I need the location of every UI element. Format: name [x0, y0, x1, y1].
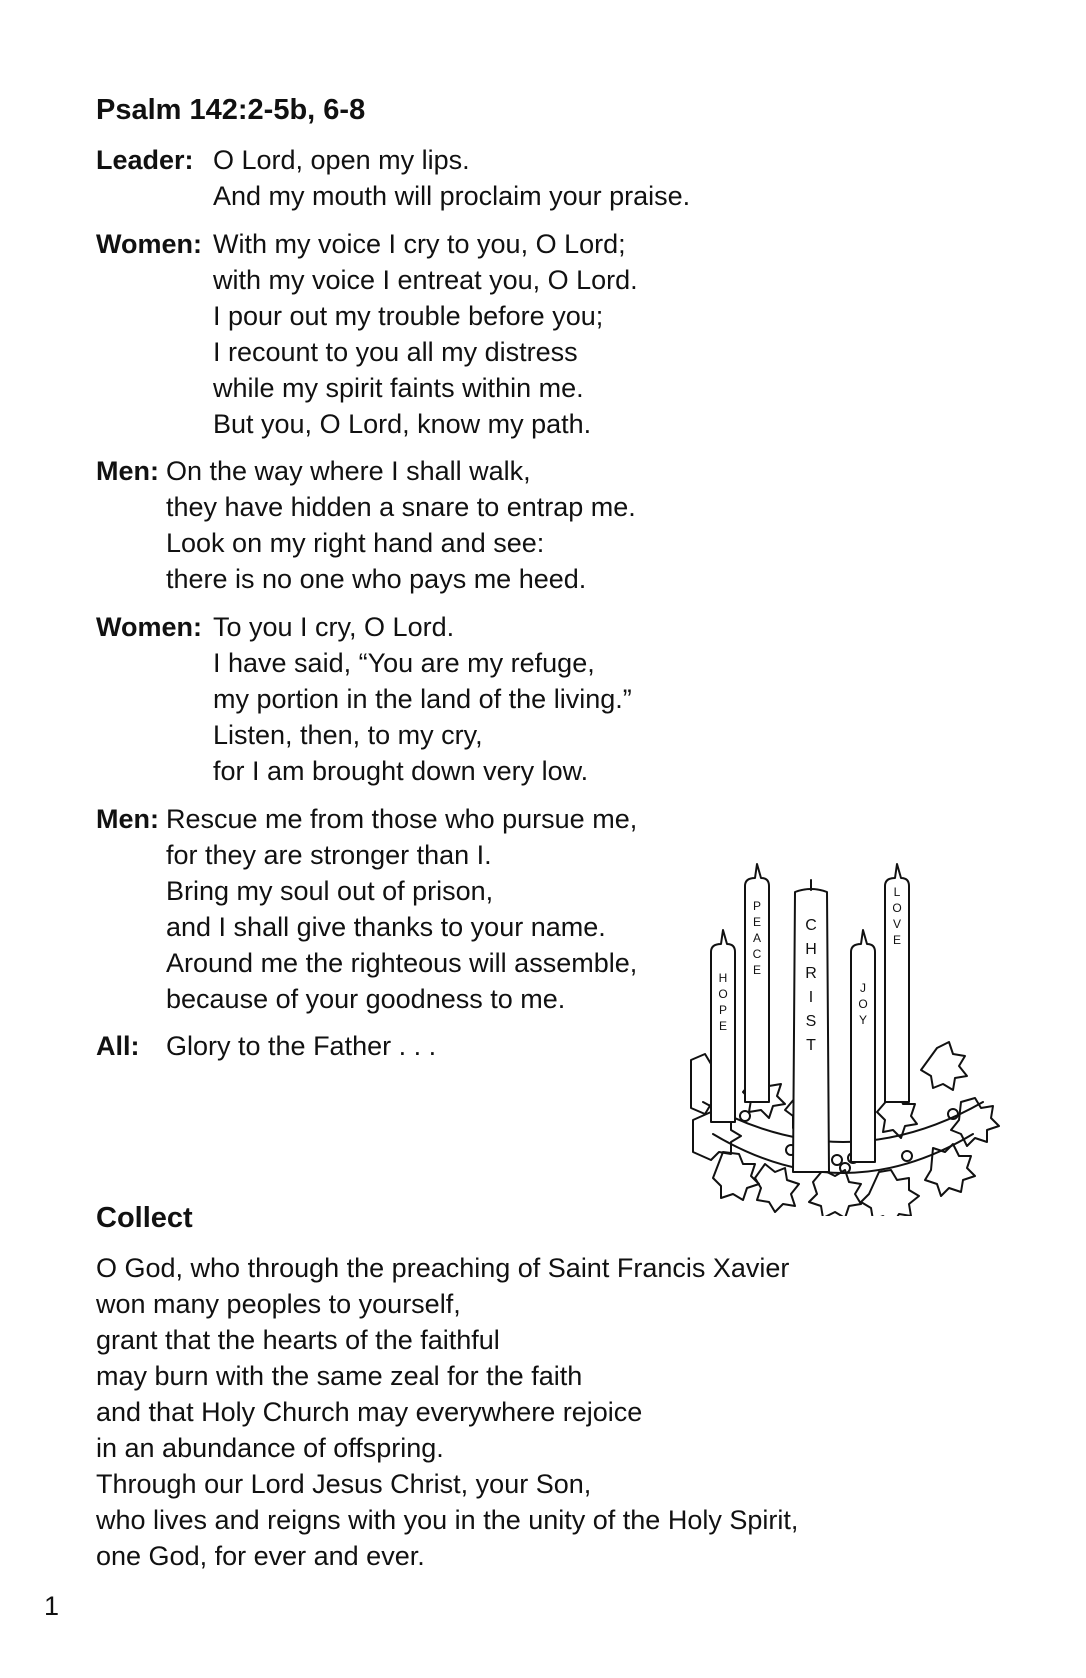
- collect-line: won many peoples to yourself,: [96, 1289, 461, 1319]
- candle-letter: A: [752, 931, 762, 945]
- advent-wreath-illustration: [683, 852, 1003, 1216]
- holly-berry: [740, 1111, 750, 1121]
- psalm-line: because of your goodness to me.: [166, 984, 566, 1014]
- holly-leaf: [809, 1170, 861, 1216]
- psalm-line: there is no one who pays me heed.: [166, 564, 587, 594]
- psalm-title: Psalm 142:2-5b, 6-8: [96, 94, 366, 126]
- speaker-label: Men:: [96, 456, 159, 486]
- candle-letter: S: [805, 1013, 817, 1030]
- psalm-line: I pour out my trouble before you;: [213, 301, 604, 331]
- candle-letter: H: [718, 971, 728, 985]
- candle-letter: I: [808, 989, 814, 1006]
- psalm-line: my portion in the land of the living.”: [213, 684, 632, 714]
- candle-letter: J: [860, 981, 866, 995]
- psalm-line: Around me the righteous will assemble,: [166, 948, 638, 978]
- psalm-line: Glory to the Father . . .: [166, 1031, 437, 1061]
- wreath-ring: [713, 1134, 973, 1173]
- candle-letter: E: [892, 933, 902, 947]
- psalm-line: for I am brought down very low.: [213, 756, 589, 786]
- candle-letter: E: [752, 915, 762, 929]
- candle-letter: O: [892, 901, 902, 915]
- collect-line: grant that the hearts of the faithful: [96, 1325, 500, 1355]
- candle-letter: P: [752, 899, 762, 913]
- speaker-label: Men:: [96, 804, 159, 834]
- collect-line: may burn with the same zeal for the faith: [96, 1361, 583, 1391]
- stanza-women: [96, 609, 632, 789]
- candle-joy: [851, 930, 875, 1162]
- holly-leaf: [925, 1144, 975, 1196]
- candle-letter: P: [718, 1003, 728, 1017]
- psalm-line: I recount to you all my distress: [213, 337, 578, 367]
- collect-title: Collect: [96, 1202, 193, 1234]
- candle-love: [885, 864, 909, 1102]
- psalm-line: Rescue me from those who pursue me,: [166, 804, 638, 834]
- psalm-line: they have hidden a snare to entrap me.: [166, 492, 636, 522]
- psalm-line: To you I cry, O Lord.: [213, 612, 455, 642]
- collect-text: [96, 1250, 798, 1574]
- holly-berry: [832, 1155, 842, 1165]
- stanza-women: [96, 226, 638, 442]
- candle-letter: C: [752, 947, 762, 961]
- page-number: 1: [44, 1591, 60, 1621]
- candle-letter: O: [858, 997, 868, 1011]
- stanza-men: [96, 801, 637, 1017]
- candle-letter: H: [805, 941, 817, 958]
- speaker-label: Leader:: [96, 145, 194, 175]
- holly-leaf: [951, 1098, 999, 1146]
- psalm-line: With my voice I cry to you, O Lord;: [213, 229, 626, 259]
- psalm-line: Listen, then, to my cry,: [213, 720, 483, 750]
- psalm-line: O Lord, open my lips.: [213, 145, 470, 175]
- candle-letter: V: [892, 917, 902, 931]
- psalm-line: And my mouth will proclaim your praise.: [213, 181, 691, 211]
- collect-line: in an abundance of offspring.: [96, 1433, 444, 1463]
- collect-line: Through our Lord Jesus Christ, your Son,: [96, 1469, 592, 1499]
- speaker-label: Women:: [96, 229, 202, 259]
- candle-letter: O: [718, 987, 728, 1001]
- holly-leaf: [921, 1042, 967, 1090]
- psalm-line: while my spirit faints within me.: [213, 373, 584, 403]
- candle-letter: E: [718, 1019, 728, 1033]
- psalm-line: for they are stronger than I.: [166, 840, 492, 870]
- collect-line: one God, for ever and ever.: [96, 1541, 425, 1571]
- psalm-line: and I shall give thanks to your name.: [166, 912, 606, 942]
- holly-leaf: [713, 1152, 759, 1200]
- collect-line: and that Holy Church may everywhere rejoice: [96, 1397, 643, 1427]
- candle-letter: E: [752, 963, 762, 977]
- psalm-line: Bring my soul out of prison,: [166, 876, 494, 906]
- stanza-leader: [96, 142, 690, 214]
- collect-line: who lives and reigns with you in the unity of the Holy Spirit,: [96, 1505, 799, 1535]
- psalm-line: But you, O Lord, know my path.: [213, 409, 592, 439]
- candle-letter: Y: [858, 1013, 868, 1027]
- candle-letter: R: [805, 965, 817, 982]
- candle-letter: T: [806, 1037, 816, 1054]
- holly-berry: [902, 1151, 912, 1161]
- psalm-line: Look on my right hand and see:: [166, 528, 545, 558]
- collect-line: O God, who through the preaching of Saint Francis Xavier: [96, 1253, 790, 1283]
- candle-letter: L: [893, 885, 901, 899]
- holly-leaf: [861, 1170, 919, 1216]
- candle-letter: C: [805, 917, 817, 934]
- stanza-men: [96, 453, 636, 597]
- speaker-label: Women:: [96, 612, 202, 642]
- psalm-line: I have said, “You are my refuge,: [213, 648, 595, 678]
- psalm-line: On the way where I shall walk,: [166, 456, 531, 486]
- psalm-line: with my voice I entreat you, O Lord.: [213, 265, 638, 295]
- stanza-all: [96, 1028, 436, 1064]
- speaker-label: All:: [96, 1031, 140, 1061]
